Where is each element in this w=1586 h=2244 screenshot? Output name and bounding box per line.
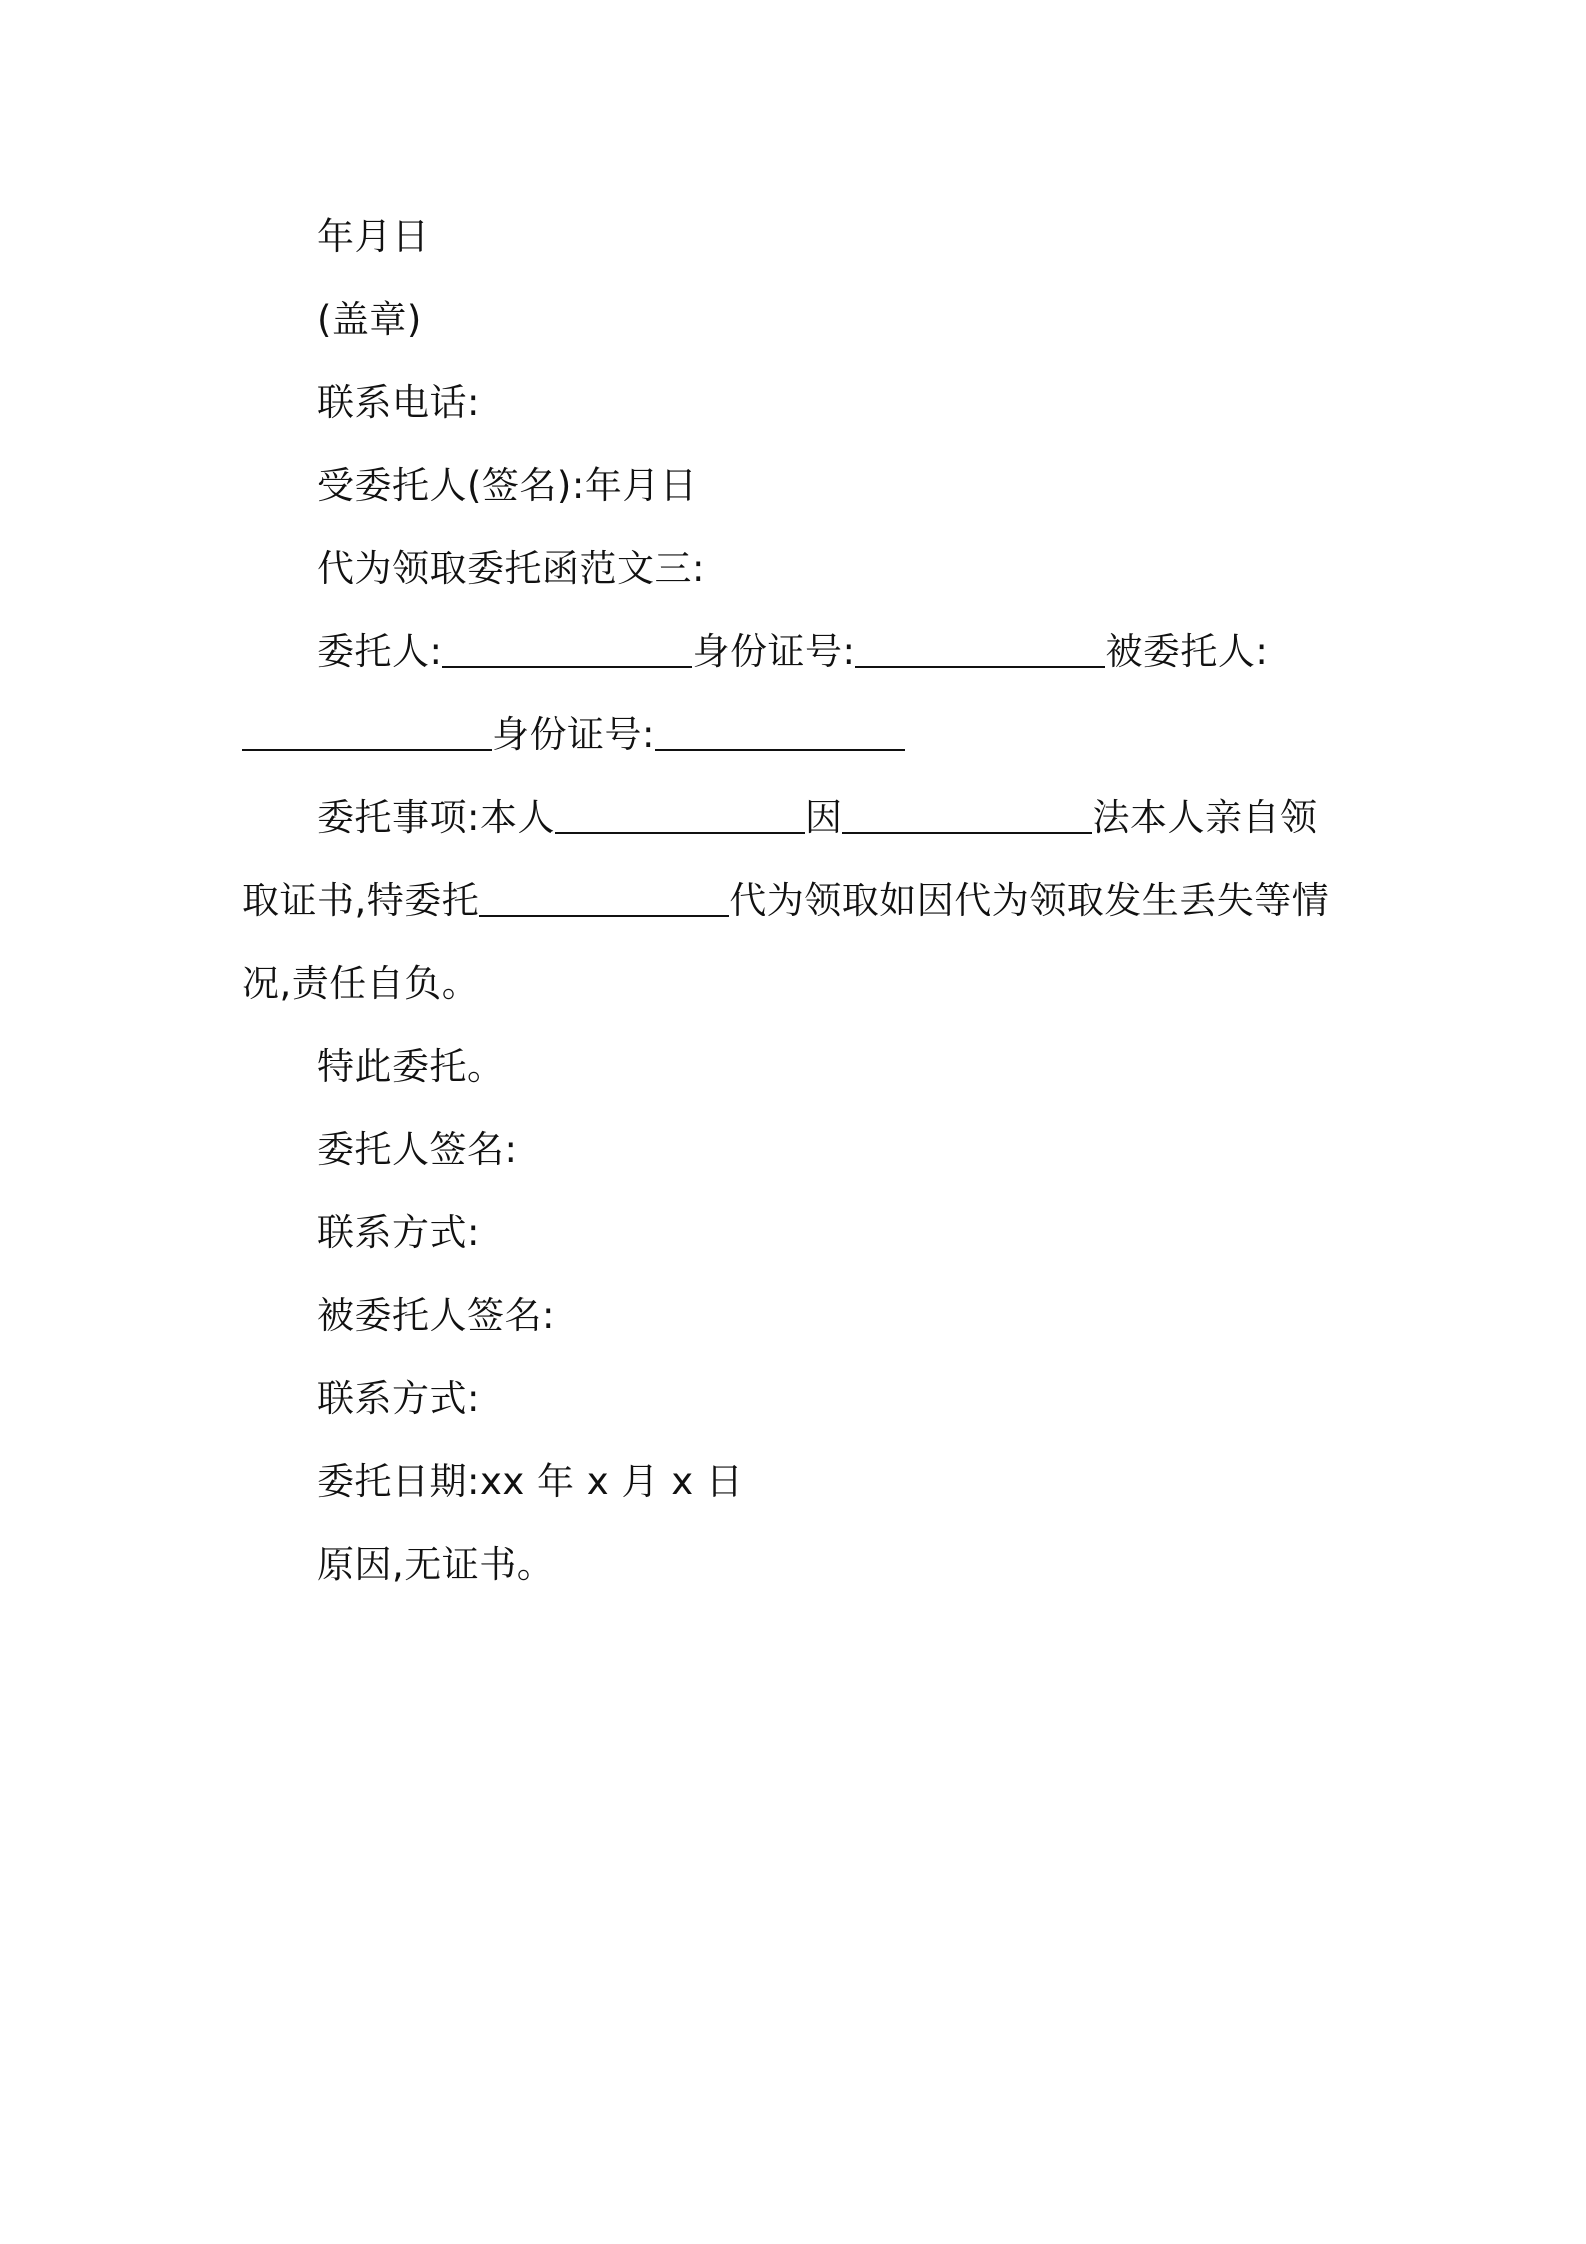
matter-text-2: 取证书,特委托 [242,879,480,922]
agent-name-blank [242,719,492,751]
principal-id-label: 身份证号: [692,630,856,673]
principal-contact-label: 联系方式: [317,1211,480,1254]
principal-id-blank [855,636,1105,668]
agent-label: 被委托人: [1105,630,1269,673]
sample-title: 代为领取委托函范文三: [317,547,705,590]
principal-info-line [242,610,1354,693]
matter-line-3 [242,942,1354,1025]
date-text: 年月日 [317,215,430,258]
matter-because: 因 [804,796,843,839]
agent-info-line [242,693,1354,776]
agent-contact-line [242,1357,1354,1440]
document-body [242,195,1354,1606]
entrust-date-line [242,1440,1354,1523]
matter-reason-blank [842,802,1092,834]
matter-name-blank [555,802,805,834]
agent-signature-label: 被委托人签名: [317,1294,555,1337]
matter-agent-blank [479,885,729,917]
seal-line [242,278,1354,361]
agent-signature-line [242,1274,1354,1357]
principal-signature-label: 委托人签名: [317,1128,518,1171]
principal-signature-line [242,1108,1354,1191]
phone-label: 联系电话: [317,381,480,424]
hereby-line [242,1025,1354,1108]
matter-line-1 [242,776,1354,859]
matter-line-2 [242,859,1354,942]
principal-label: 委托人: [317,630,443,673]
matter-text-4: 况,责任自负。 [242,962,480,1005]
principal-contact-line [242,1191,1354,1274]
matter-text-1: 法本人亲自领 [1092,796,1318,839]
trustee-signature-line [242,444,1354,527]
sample-title-line [242,527,1354,610]
date-line [242,195,1354,278]
agent-id-blank [655,719,905,751]
matter-label: 委托事项:本人 [317,796,555,839]
hereby-text: 特此委托。 [317,1045,505,1088]
trustee-signature-text: 受委托人(签名):年月日 [317,464,698,507]
seal-text: (盖章) [317,298,422,341]
reason-text: 原因,无证书。 [317,1543,555,1586]
agent-contact-label: 联系方式: [317,1377,480,1420]
entrust-date-text: 委托日期:xx 年 x 月 x 日 [317,1460,744,1503]
reason-line [242,1523,1354,1606]
agent-id-label: 身份证号: [492,713,655,756]
matter-text-3: 代为领取如因代为领取发生丢失等情 [729,879,1330,922]
phone-line [242,361,1354,444]
principal-name-blank [442,636,692,668]
